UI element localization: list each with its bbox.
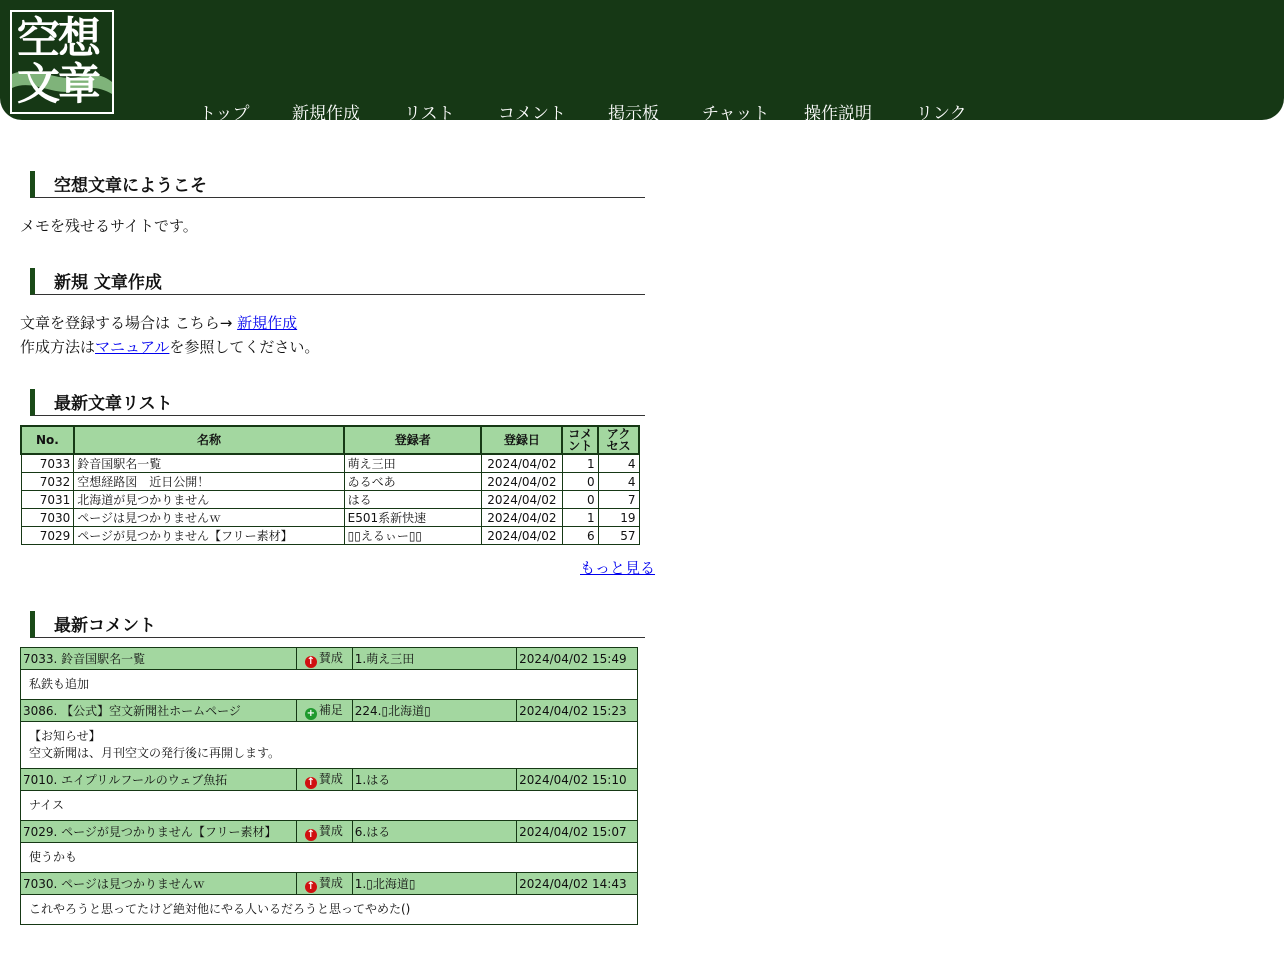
comment-datetime: 2024/04/02 14:43 (517, 873, 638, 895)
comment-user: 1.はる (352, 769, 516, 791)
section-welcome-heading: 空想文章にようこそ (30, 171, 645, 198)
latest-comments-table (20, 647, 638, 925)
comment-type (296, 873, 352, 895)
table-row[interactable] (21, 491, 639, 509)
logo-text: 空想 文章 (17, 14, 99, 110)
welcome-text: メモを残せるサイトです。 (20, 217, 198, 235)
comment-body (21, 722, 638, 769)
comment-datetime: 2024/04/02 15:23 (517, 700, 638, 722)
cell-date: 2024/04/02 (481, 491, 562, 509)
more-link[interactable]: もっと見る (580, 559, 656, 577)
col-no: No. (21, 426, 74, 454)
cell-name[interactable]: ページは見つかりませんｗ (74, 509, 344, 527)
up-arrow-icon: ↑ (306, 656, 316, 667)
comment-user: 1.萌え三田 (352, 648, 516, 670)
cell-name[interactable]: 鈴音国駅名一覧 (74, 454, 344, 473)
table-row[interactable] (21, 473, 639, 491)
cell-access: 57 (598, 527, 639, 545)
col-comments: コメント (562, 426, 598, 454)
cell-no: 7033 (21, 454, 74, 473)
nav-list[interactable]: リスト (404, 104, 455, 124)
cell-access: 4 (598, 473, 639, 491)
comment-user: 6.はる (352, 821, 516, 843)
comment-header-row (21, 648, 638, 670)
comment-body (21, 843, 638, 873)
comment-doc[interactable]: 7010. エイプリルフールのウェブ魚拓 (21, 769, 297, 791)
comment-header-row (21, 700, 638, 722)
comment-datetime: 2024/04/02 15:10 (517, 769, 638, 791)
latest-docs-table (20, 425, 640, 545)
nav-links[interactable]: リンク (916, 104, 967, 124)
cell-comments: 0 (562, 491, 598, 509)
comment-body-row (21, 843, 638, 873)
cell-no: 7031 (21, 491, 74, 509)
comment-body-row (21, 670, 638, 700)
cell-name[interactable]: ページが見つかりません【フリー素材】 (74, 527, 344, 545)
section-new-doc-heading: 新規 文章作成 (30, 268, 645, 295)
comment-header-row (21, 821, 638, 843)
comment-body-line: 空文新聞は、月刊空文の発行後に再開します。 (29, 746, 281, 760)
cell-no: 7030 (21, 509, 74, 527)
cell-comments: 0 (562, 473, 598, 491)
comment-body-line: これやろうと思ってたけど絶対他にやる人いるだろうと思ってやめた() (29, 902, 411, 916)
up-arrow-icon: ↑ (306, 881, 316, 892)
nav-comment[interactable]: コメント (498, 104, 566, 124)
comment-body-row (21, 791, 638, 821)
comment-doc[interactable]: 3086. 【公式】空文新聞社ホームページ (21, 700, 297, 722)
cell-user: ゐるべあ (344, 473, 481, 491)
comment-type (296, 648, 352, 670)
comment-header-row (21, 769, 638, 791)
table-row[interactable] (21, 509, 639, 527)
section-latest-comments-heading: 最新コメント (30, 611, 645, 638)
comment-type-label: 賛成 (318, 772, 343, 786)
comment-type-label: 賛成 (318, 824, 343, 838)
comment-type-label: 賛成 (318, 876, 343, 890)
cell-user: E501系新快速 (344, 509, 481, 527)
comment-body-line: 【お知らせ】 (29, 729, 101, 743)
comment-body-row (21, 895, 638, 925)
cell-comments: 1 (562, 509, 598, 527)
cell-comments: 6 (562, 527, 598, 545)
comment-body-line: ナイス (29, 798, 65, 812)
nav-chat[interactable]: チャット (702, 104, 770, 124)
cell-access: 4 (598, 454, 639, 473)
nav-top[interactable]: トップ (199, 104, 250, 124)
up-arrow-icon: ↑ (306, 777, 316, 788)
comment-user: 224.▯北海道▯ (352, 700, 516, 722)
comment-body (21, 670, 638, 700)
cell-name[interactable]: 北海道が見つかりません (74, 491, 344, 509)
cell-no: 7032 (21, 473, 74, 491)
cell-user: 萌え三田 (344, 454, 481, 473)
comment-doc[interactable]: 7030. ページは見つかりませんｗ (21, 873, 297, 895)
comment-user: 1.▯北海道▯ (352, 873, 516, 895)
comment-type (296, 769, 352, 791)
cell-comments: 1 (562, 454, 598, 473)
plus-icon: + (306, 708, 316, 719)
comment-datetime: 2024/04/02 15:49 (517, 648, 638, 670)
cell-access: 19 (598, 509, 639, 527)
comment-body (21, 791, 638, 821)
nav-new[interactable]: 新規作成 (292, 104, 360, 124)
section-latest-list-heading: 最新文章リスト (30, 389, 645, 416)
cell-access: 7 (598, 491, 639, 509)
cell-user: ▯▯えるぃー▯▯ (344, 527, 481, 545)
table-row[interactable] (21, 527, 639, 545)
comment-type-label: 補足 (318, 703, 343, 717)
site-header (0, 0, 1284, 124)
comment-body (21, 895, 638, 925)
table-row[interactable] (21, 454, 639, 473)
cell-name[interactable]: 空想経路図 近日公開！ (74, 473, 344, 491)
cell-date: 2024/04/02 (481, 454, 562, 473)
col-access: アクセス (598, 426, 639, 454)
comment-body-row (21, 722, 638, 769)
comment-datetime: 2024/04/02 15:07 (517, 821, 638, 843)
comment-doc[interactable]: 7029. ページが見つかりません【フリー素材】 (21, 821, 297, 843)
new-doc-link[interactable]: 新規作成 (237, 314, 298, 332)
comment-body-line: 使うかも (29, 850, 78, 864)
site-logo[interactable] (10, 10, 114, 114)
col-user: 登録者 (344, 426, 481, 454)
cell-date: 2024/04/02 (481, 473, 562, 491)
more-link-wrap (580, 557, 655, 578)
comment-type-label: 賛成 (318, 651, 343, 665)
cell-no: 7029 (21, 527, 74, 545)
cell-date: 2024/04/02 (481, 509, 562, 527)
cell-date: 2024/04/02 (481, 527, 562, 545)
manual-link[interactable]: マニュアル (95, 338, 170, 356)
table-header-row (21, 426, 639, 454)
new-doc-text: 文章を登録する場合は こちら→ 新規作成 作成方法はマニュアルを参照してください。 (20, 314, 320, 356)
comment-doc[interactable]: 7033. 鈴音国駅名一覧 (21, 648, 297, 670)
col-date: 登録日 (481, 426, 562, 454)
up-arrow-icon: ↑ (306, 829, 316, 840)
comment-header-row (21, 873, 638, 895)
nav-board[interactable]: 掲示板 (608, 104, 659, 124)
comment-body-line: 私鉄も追加 (29, 677, 90, 691)
comment-type (296, 821, 352, 843)
cell-user: はる (344, 491, 481, 509)
col-name: 名称 (74, 426, 344, 454)
comment-type (296, 700, 352, 722)
nav-manual[interactable]: 操作説明 (804, 104, 872, 124)
